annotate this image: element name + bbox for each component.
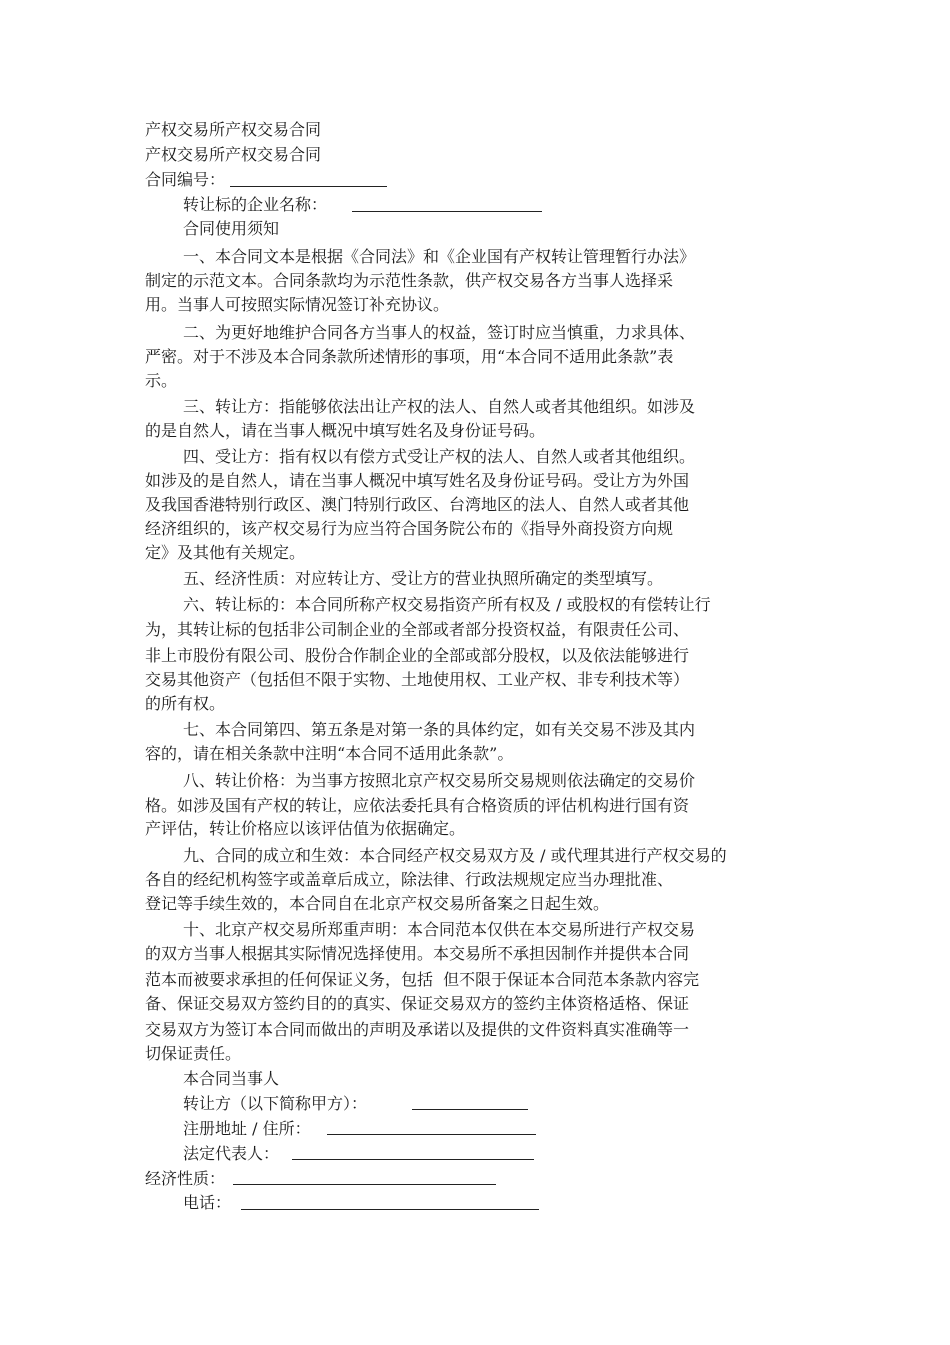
notice-item-7-line-1: 七、本合同第四、第五条是对第一条的具体约定，如有关交易不涉及其内 [183, 720, 696, 739]
contract-number-label: 合同编号： [145, 170, 226, 189]
notice-item-6-line-4: 交易其他资产（包括但不限于实物、土地使用权、工业产权、非专利技术等） [145, 670, 690, 689]
notice-item-1-line-2: 制定的示范文本。合同条款均为示范性条款，供产权交易各方当事人选择采 [145, 271, 674, 290]
notice-item-4-line-5: 定》及其他有关规定。 [145, 543, 306, 562]
notice-item-4-line-4: 经济组织的，该产权交易行为应当符合国务院公布的《指导外商投资方向规 [145, 519, 674, 538]
notice-item-4-line-1: 四、受让方：指有权以有偿方式受让产权的法人、自然人或者其他组织。 [183, 447, 696, 466]
notice-item-9-line-3: 登记等手续生效的，本合同自在北京产权交易所备案之日起生效。 [145, 894, 610, 913]
notice-item-4-line-3: 及我国香港特别行政区、澳门特别行政区、台湾地区的法人、自然人或者其他 [145, 495, 690, 514]
target-company-label: 转让标的企业名称： [183, 195, 328, 214]
notice-item-1-line-3: 用。当事人可按照实际情况签订补充协议。 [145, 295, 450, 314]
economic-nature-label: 经济性质： [145, 1169, 226, 1188]
contract-number-blank [230, 186, 387, 187]
notice-item-6-line-1: 六、转让标的：本合同所称产权交易指资产所有权及 / 或股权的有偿转让行 [183, 595, 711, 614]
notice-item-8-line-2: 格。如涉及国有产权的转让，应依法委托具有合格资质的评估机构进行国有资 [145, 796, 690, 815]
notice-item-9-line-2: 各自的经纪机构签字或盖章后成立，除法律、行政法规规定应当办理批准、 [145, 870, 674, 889]
document-title: 产权交易所产权交易合同 [145, 120, 322, 139]
phone-blank [241, 1209, 539, 1210]
economic-nature-blank [233, 1184, 496, 1185]
notice-item-2-line-2: 严密。对于不涉及本合同条款所述情形的事项，用“本合同不适用此条款”表 [145, 347, 674, 366]
transferor-label: 转让方（以下简称甲方）： [183, 1094, 368, 1113]
notice-item-2-line-1: 二、为更好地维护合同各方当事人的权益，签订时应当慎重，力求具体、 [183, 323, 696, 342]
notice-item-10-line-3: 范本而被要求承担的任何保证义务，包括 但不限于保证本合同范本条款内容完 [145, 970, 700, 989]
usage-notice-heading: 合同使用须知 [183, 219, 280, 238]
notice-item-9-line-1: 九、合同的成立和生效：本合同经产权交易双方及 / 或代理其进行产权交易的 [183, 846, 727, 865]
legal-representative-blank [292, 1159, 534, 1160]
phone-label: 电话： [183, 1193, 232, 1212]
notice-item-3-line-2: 的是自然人，请在当事人概况中填写姓名及身份证号码。 [145, 421, 546, 440]
legal-representative-label: 法定代表人： [183, 1144, 280, 1163]
target-company-blank [352, 211, 542, 212]
notice-item-7-line-2: 容的，请在相关条款中注明“本合同不适用此条款”。 [145, 744, 514, 763]
notice-item-10-line-4: 备、保证交易双方签约目的的真实、保证交易双方的签约主体资格适格、保证 [145, 994, 690, 1013]
notice-item-6-line-3: 非上市股份有限公司、股份合作制企业的全部或部分股权，以及依法能够进行 [145, 646, 690, 665]
notice-item-10-line-6: 切保证责任。 [145, 1044, 242, 1063]
notice-item-4-line-2: 如涉及的是自然人，请在当事人概况中填写姓名及身份证号码。受让方为外国 [145, 471, 690, 490]
notice-item-6-line-2: 为，其转让标的包括非公司制企业的全部或者部分投资权益，有限责任公司、 [145, 620, 690, 639]
document-title-repeat: 产权交易所产权交易合同 [145, 145, 322, 164]
notice-item-6-line-5: 的所有权。 [145, 694, 226, 713]
notice-item-8-line-3: 产评估，转让价格应以该评估值为依据确定。 [145, 819, 466, 838]
notice-item-8-line-1: 八、转让价格：为当事方按照北京产权交易所交易规则依法确定的交易价 [183, 771, 696, 790]
parties-heading: 本合同当事人 [183, 1069, 280, 1088]
registered-address-label: 注册地址 / 住所： [183, 1119, 311, 1138]
notice-item-10-line-2: 的双方当事人根据其实际情况选择使用。本交易所不承担因制作并提供本合同 [145, 944, 690, 963]
notice-item-10-line-5: 交易双方为签订本合同而做出的声明及承诺以及提供的文件资料真实准确等一 [145, 1020, 690, 1039]
notice-item-5-line-1: 五、经济性质：对应转让方、受让方的营业执照所确定的类型填写。 [183, 569, 664, 588]
transferor-blank [412, 1109, 528, 1110]
notice-item-3-line-1: 三、转让方：指能够依法出让产权的法人、自然人或者其他组织。如涉及 [183, 397, 696, 416]
registered-address-blank [327, 1134, 536, 1135]
notice-item-2-line-3: 示。 [145, 371, 178, 390]
notice-item-10-line-1: 十、北京产权交易所郑重声明：本合同范本仅供在本交易所进行产权交易 [183, 920, 696, 939]
notice-item-1-line-1: 一、本合同文本是根据《合同法》和《企业国有产权转让管理暂行办法》 [183, 247, 696, 266]
